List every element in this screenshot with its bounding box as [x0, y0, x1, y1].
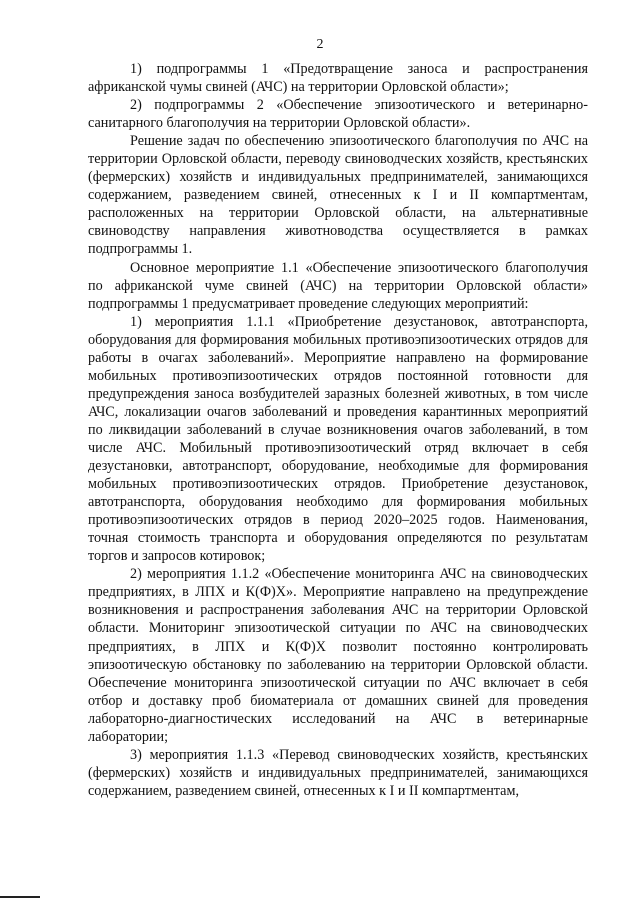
- scan-edge-mark: [0, 896, 40, 898]
- paragraph-measure-1-1-1: 1) мероприятия 1.1.1 «Приобретение дезустановок, автотранспорта, оборудования для формирования мобильных противоэпизоотических отрядов для работы в очагах заболеваний». Мероприятие направлено на формирование мобильных противоэпизоотических отрядов постоянной готовности для предупреждения заноса возбудителей заразных болезней животных, в том числе АЧС, локализации очагов заболеваний и проведения карантинных мероприятий по ликвидации заболеваний в случае возникновения очагов заболеваний, в том числе АЧС. Мобильный противоэпизоотический отряд включает в себя дезустановки, автотранспорт, оборудование, необходимые для формирования мобильных противоэпизоотических отрядов. Приобретение дезустановок, автотранспорта, оборудования необходимо для формирования мобильных противоэпизоотических отрядов в период 2020–2025 годов. Наименования, точная стоимость транспорта и оборудования определяются по результатам торгов и запросов котировок;: [88, 313, 588, 565]
- paragraph-subprogram-1: 1) подпрограммы 1 «Предотвращение заноса и распространения африканской чумы свиней (АЧС) на территории Орловской области»;: [88, 61, 588, 96]
- paragraph-measure-1-1-2: 2) мероприятия 1.1.2 «Обеспечение мониторинга АЧС на свиноводческих предприятиях, в ЛПХ и К(Ф)Х». Мероприятие направлено на предупреждение возникновения и распространения заболевания АЧС на территории Орловской области. Мониторинг эпизоотической ситуации по АЧС на свиноводческих предприятиях, в ЛПХ и К(Ф)Х позволит постоянно контролировать эпизоотическую обстановку по заболеванию на территории Орловской области. Обеспечение мониторинга эпизоотической ситуации по АЧС включает в себя отбор и доставку проб биоматериала от домашних свиней для проведения лабораторно-диагностических исследований на АЧС в ветеринарные лаборатории;: [88, 566, 588, 745]
- paragraph-tasks: Решение задач по обеспечению эпизоотического благополучия по АЧС на территории Орловской области, переводу свиноводческих хозяйств, крестьянских (фермерских) хозяйств и индивидуальных предпринимателей, занимающихся содержанием, разведением свиней, отнесенных к I и II компартментам, расположенных на территории Орловской области, на альтернативные свиноводству направления животноводства осуществляется в рамках подпрограммы 1.: [88, 133, 588, 258]
- paragraph-measure-1-1-3: 3) мероприятия 1.1.3 «Перевод свиноводческих хозяйств, крестьянских (фермерских) хозяйств и индивидуальных предпринимателей, занимающихся содержанием, разведением свиней, отнесенных к I и II компартментам,: [88, 746, 588, 799]
- paragraph-subprogram-2: 2) подпрограммы 2 «Обеспечение эпизоотического и ветеринарно-санитарного благополучия на территории Орловской области».: [88, 97, 588, 132]
- page-number: 2: [316, 37, 324, 52]
- paragraph-main-measure: Основное мероприятие 1.1 «Обеспечение эпизоотического благополучия по африканской чуме свиней (АЧС) на территории Орловской области» подпрограммы 1 предусматривает проведение следующих мероприятий:: [88, 259, 588, 312]
- body-text: [88, 60, 588, 800]
